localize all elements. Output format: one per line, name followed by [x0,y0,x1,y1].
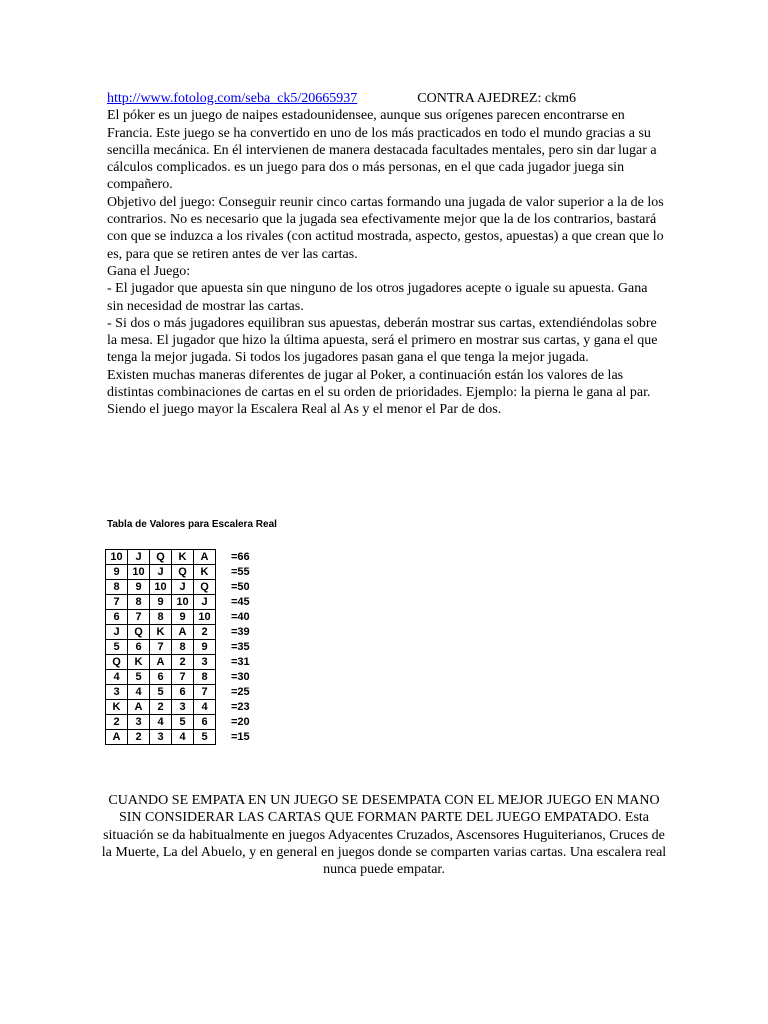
card-cell: 2 [128,730,150,745]
card-cell: 5 [106,640,128,655]
card-cell: 9 [128,580,150,595]
card-cell: 4 [128,685,150,700]
card-cell: 8 [172,640,194,655]
card-cell: A [128,700,150,715]
card-cell: 7 [172,670,194,685]
card-cell: 7 [106,595,128,610]
table-row [106,640,272,655]
card-cell: 7 [194,685,216,700]
card-cell: 2 [172,655,194,670]
card-cell: 3 [150,730,172,745]
card-cell: Q [106,655,128,670]
value-cell: =15 [231,730,250,743]
footer-paragraph: CUANDO SE EMPATA EN UN JUEGO SE DESEMPATA CON EL MEJOR JUEGO EN MANO SIN CONSIDERAR LAS CARTAS QUE FORMAN PARTE DEL JUEGO EMPATADO. Esta situación se da habitualmente en juegos Adyacentes Cruzados, Ascensores Huguiterianos, Cruces de la Muerte, La del Abuelo, y en general en juegos donde se comparten varias cartas. Una escalera real nunca puede empatar. [101,793,667,878]
card-cell: 4 [172,730,194,745]
card-cell: J [106,625,128,640]
value-cell: =25 [231,685,250,698]
table-row [106,565,272,580]
card-cell: 5 [150,685,172,700]
table-row [106,700,272,715]
card-cell: 2 [194,625,216,640]
card-cell: A [172,625,194,640]
value-cell: =40 [231,610,250,623]
card-cell: 2 [106,715,128,730]
card-cell: 3 [128,715,150,730]
card-cell: K [128,655,150,670]
card-cell: J [172,580,194,595]
value-cell: =23 [231,700,250,713]
fotolog-link[interactable]: http://www.fotolog.com/seba_ck5/20665937 [107,91,358,106]
card-cell: 6 [128,640,150,655]
value-cell: =50 [231,580,250,593]
card-cell: 7 [150,640,172,655]
card-cell: 10 [128,565,150,580]
card-cell: 9 [106,565,128,580]
value-cell: =20 [231,715,250,728]
card-cell: Q [150,550,172,565]
card-cell: 5 [128,670,150,685]
paragraph-intro: El póker es un juego de naipes estadounidensee, aunque sus orígenes parecen encontrarse en Francia. Este juego se ha convertido en uno de los más practicados en todo el mundo gracias a su sencilla mecánica. En él intervienen de manera destacada facultades mentales, pero sin dar lugar a cálculos complicados. es un juego para dos o más personas, en el que cada jugador juega sin compañero. [107,108,657,193]
card-cell: Q [194,580,216,595]
card-cell: K [194,565,216,580]
card-cell: 10 [172,595,194,610]
value-cell: =39 [231,625,250,638]
card-cell: 8 [194,670,216,685]
table-row [106,550,272,565]
table-title: Tabla de Valores para Escalera Real [107,519,277,530]
card-cell: K [172,550,194,565]
card-cell: 4 [106,670,128,685]
value-cell: =55 [231,565,250,578]
card-cell: J [128,550,150,565]
card-cell: 8 [106,580,128,595]
card-cell: J [150,565,172,580]
card-cell: J [194,595,216,610]
header-line [107,90,667,107]
value-cell: =30 [231,670,250,683]
card-cell: 5 [194,730,216,745]
card-cell: K [150,625,172,640]
card-cell: 10 [150,580,172,595]
paragraph-objetivo: Objetivo del juego: Conseguir reunir cinco cartas formando una jugada de valor superior a la de los contrarios. No es necesario que la jugada sea efectivamente mejor que la de los contrarios, bastará con que se induzca a los rivales (con actitud mostrada, aspecto, gestos, apuestas) a que crean que lo es, para que se retiren antes de ver las cartas. [107,194,664,262]
paragraph-gana-heading: Gana el Juego: [107,263,191,279]
card-cell: 9 [150,595,172,610]
card-cell: 6 [150,670,172,685]
table-row [106,715,272,730]
paragraph-gana-rule-2: - Si dos o más jugadores equilibran sus apuestas, deberán mostrar sus cartas, extendiéndolas sobre la mesa. El jugador que hizo la última apuesta, será el primero en mostrar sus cartas, y gana el que tenga la mejor jugada. Si todos los jugadores pasan gana el que tenga la mejor jugada. [107,315,658,366]
table-row [106,595,272,610]
card-cell: 3 [172,700,194,715]
card-cell: 3 [194,655,216,670]
card-cell: 4 [150,715,172,730]
table-row [106,655,272,670]
paragraph-gana-rule-1: - El jugador que apuesta sin que ninguno de los otros jugadores acepte o iguale su apuesta. Gana sin necesidad de mostrar las cartas. [107,281,648,314]
table-row [106,730,272,745]
table-row [106,580,272,595]
value-cell: =66 [231,550,250,563]
value-cell: =35 [231,640,250,653]
table-row [106,610,272,625]
card-cell: 6 [106,610,128,625]
card-cell: 2 [150,700,172,715]
card-cell: 3 [106,685,128,700]
card-cell: K [106,700,128,715]
table-row [106,625,272,640]
card-cell: 10 [106,550,128,565]
contra-ajedrez-text: CONTRA AJEDREZ: ckm6 [417,91,576,106]
card-cell: 9 [172,610,194,625]
card-cell: 8 [128,595,150,610]
table-row [106,670,272,685]
card-cell: 5 [172,715,194,730]
card-cell: 4 [194,700,216,715]
card-cell: Q [128,625,150,640]
value-cell: =45 [231,595,250,608]
card-cell: 9 [194,640,216,655]
body-text [107,90,667,419]
card-cell: A [106,730,128,745]
table-row [106,685,272,700]
card-cell: 7 [128,610,150,625]
paragraph-combinaciones: Existen muchas maneras diferentes de jugar al Poker, a continuación están los valores de las distintas combinaciones de cartas en el su orden de prioridades. Ejemplo: la pierna le gana al par. Siendo el juego mayor la Escalera Real al As y el menor el Par de dos. [107,367,651,418]
card-cell: Q [172,565,194,580]
value-cell: =31 [231,655,250,668]
card-cell: 10 [194,610,216,625]
card-cell: A [150,655,172,670]
card-cell: 6 [194,715,216,730]
card-cell: A [194,550,216,565]
card-cell: 6 [172,685,194,700]
values-table [105,549,272,745]
card-cell: 8 [150,610,172,625]
